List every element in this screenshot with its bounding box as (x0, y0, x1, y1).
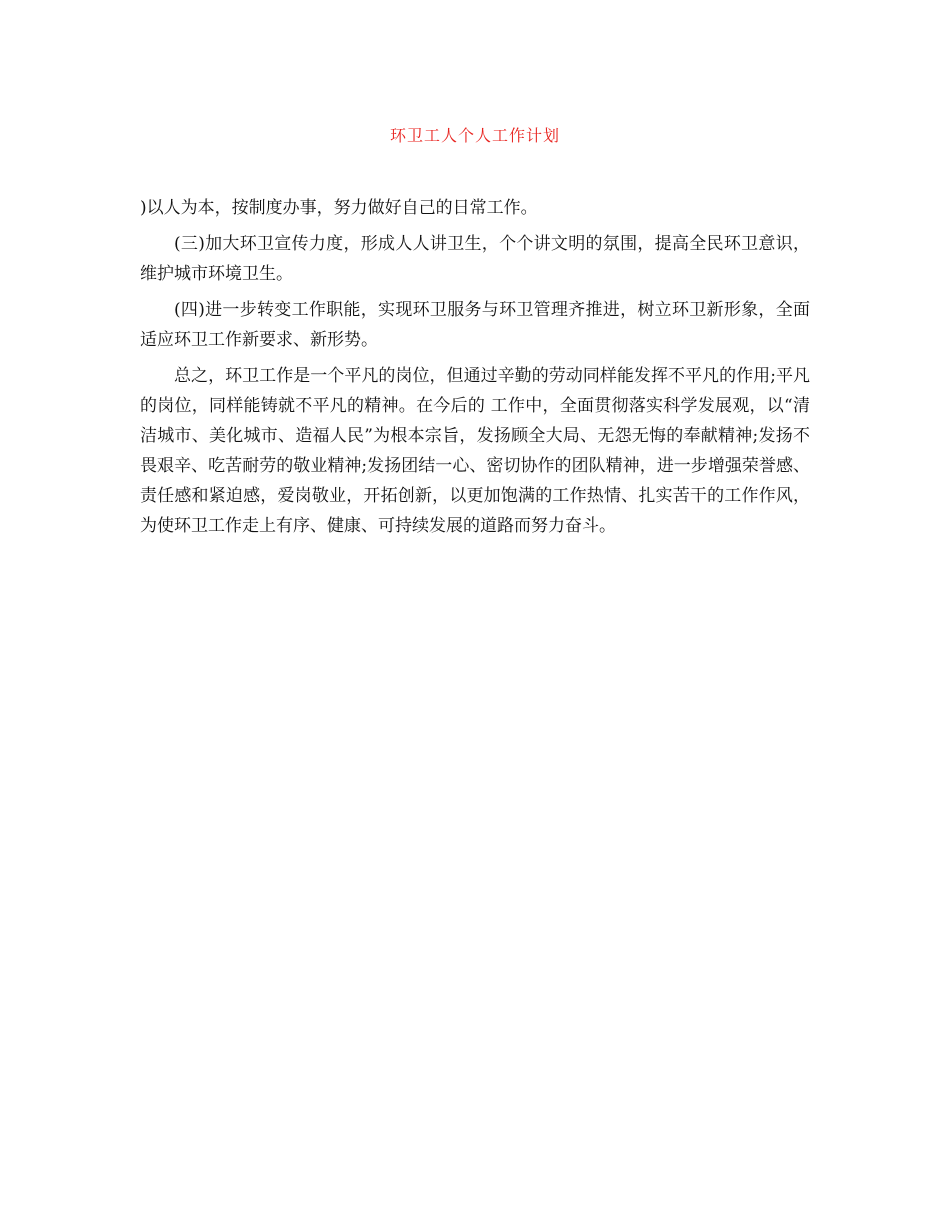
document-title: 环卫工人个人工作计划 (389, 126, 560, 145)
paragraph-item-3: (三)加大环卫宣传力度，形成人人讲卫生，个个讲文明的氛围，提高全民环卫意识，维护城市环境卫生。 (140, 234, 810, 284)
paragraph-item-4: (四)进一步转变工作职能，实现环卫服务与环卫管理齐推进，树立环卫新形象，全面适应环卫工作新要求、新形势。 (140, 300, 810, 350)
paragraph-continuation: )以人为本，按制度办事，努力做好自己的日常工作。 (140, 198, 538, 218)
document-body (140, 193, 810, 547)
paragraph-conclusion: 总之，环卫工作是一个平凡的岗位，但通过辛勤的劳动同样能发挥不平凡的作用;平凡的岗位，同样能铸就不平凡的精神。在今后的 工作中，全面贯彻落实科学发展观，以“清洁城市、美化城市、造福人民”为根本宗旨，发扬顾全大局、无怨无悔的奉献精神;发扬不畏艰辛、吃苦耐劳的敬业精神;发扬团结一心、密切协作的团队精神，进一步增强荣誉感、责任感和紧迫感，爱岗敬业，开拓创新，以更加饱满的工作热情、扎实苦干的工作作风，为使环卫工作走上有序、健康、可持续发展的道路而努力奋斗。 (140, 366, 810, 536)
